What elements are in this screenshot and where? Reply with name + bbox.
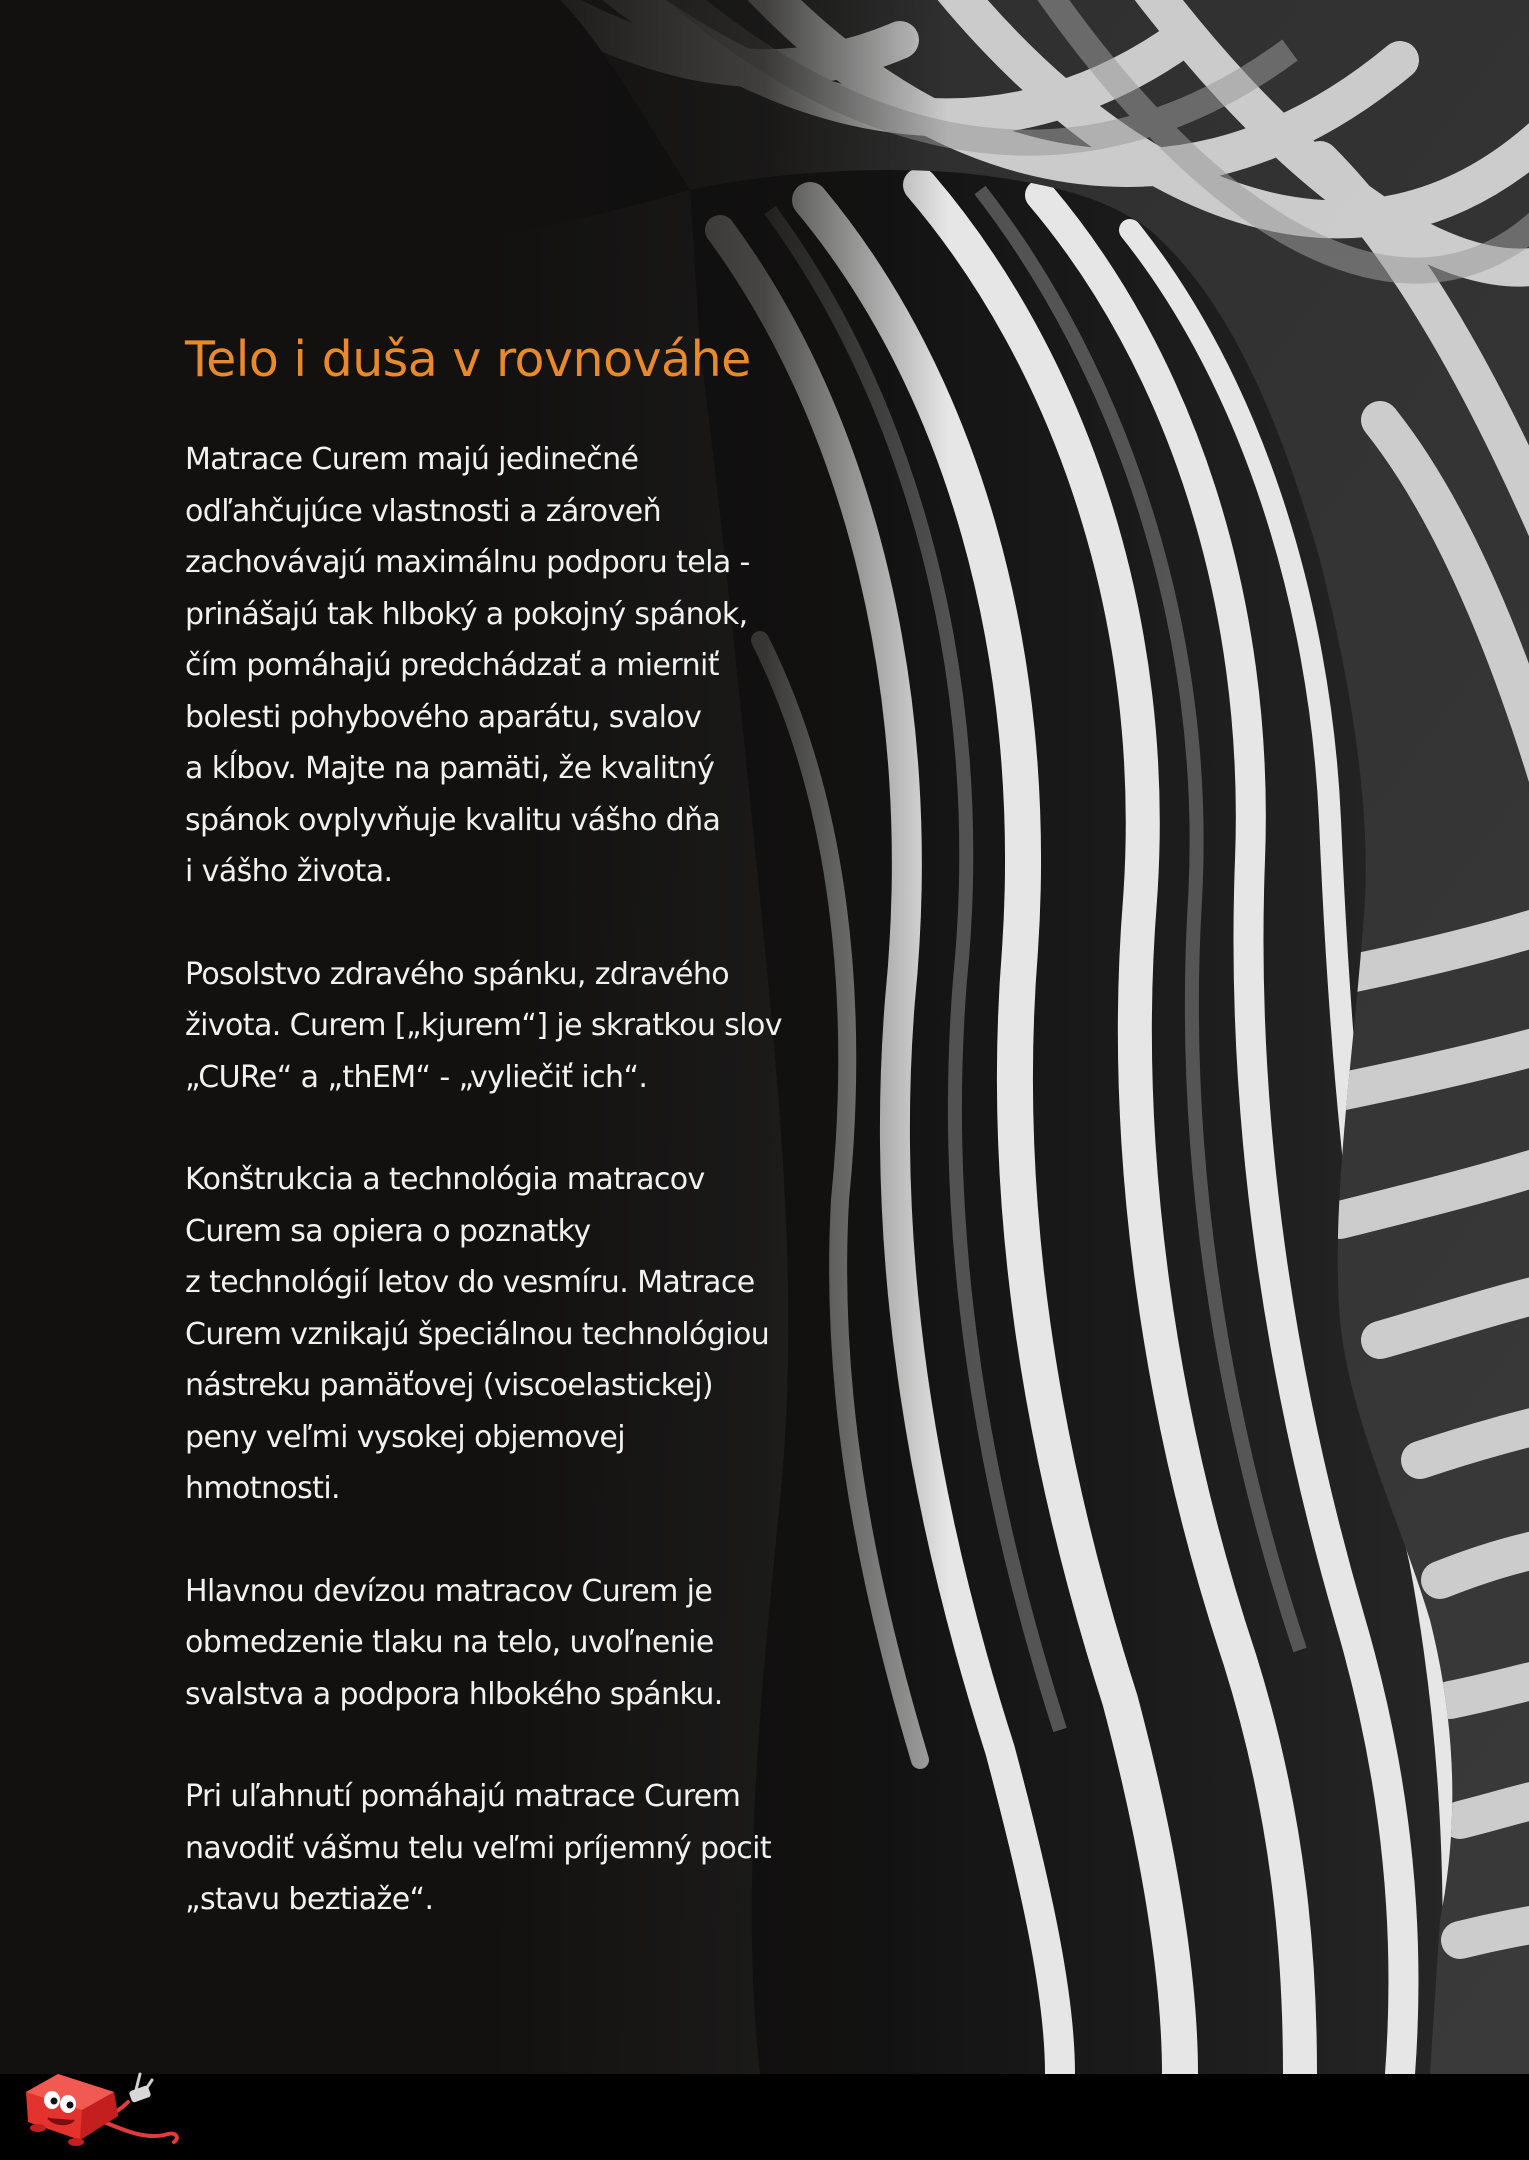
article-headline: Telo i duša v rovnováhe bbox=[185, 331, 751, 388]
red-mattress-mascot-icon bbox=[18, 2062, 184, 2150]
paragraph-brand-name: Posolstvo zdravého spánku, zdravého života. Curem [„kjurem“] je skratkou slov „CURe“ a „thEM“ - „vyliečiť ich“. bbox=[185, 956, 782, 1095]
footer-bar bbox=[0, 2074, 1529, 2160]
article bbox=[185, 330, 785, 1977]
paragraph-weightlessness: Pri uľahnutí pomáhajú matrace Curem navodiť vášmu telu veľmi príjemný pocit „stavu beztiaže“. bbox=[185, 1779, 772, 1917]
paragraph-technology: Konštrukcia a technológia matracov Curem sa opiera o poznatky z technológií letov do vesmíru. Matrace Curem vznikajú špeciálnou technológiou nástreku pamäťovej (viscoelastickej) peny veľmi vysokej objemovej hmotnosti. bbox=[185, 1162, 770, 1506]
paragraph-main-benefit: Hlavnou devízou matracov Curem je obmedzenie tlaku na telo, uvoľnenie svalstva a podpora hlbokého spánku. bbox=[185, 1573, 723, 1712]
paragraph-mattress-properties: Matrace Curem majú jedinečné odľahčujúce vlastnosti a zároveň zachovávajú maximálnu podporu tela - prinášajú tak hlboký a pokojný spánok, čím pomáhajú predchádzať a mierniť bolesti pohybového aparátu, svalov a kĺbov. Majte na pamäti, že kvalitný spánok ovplyvňuje kvalitu vášho dňa i vášho života. bbox=[185, 442, 750, 889]
